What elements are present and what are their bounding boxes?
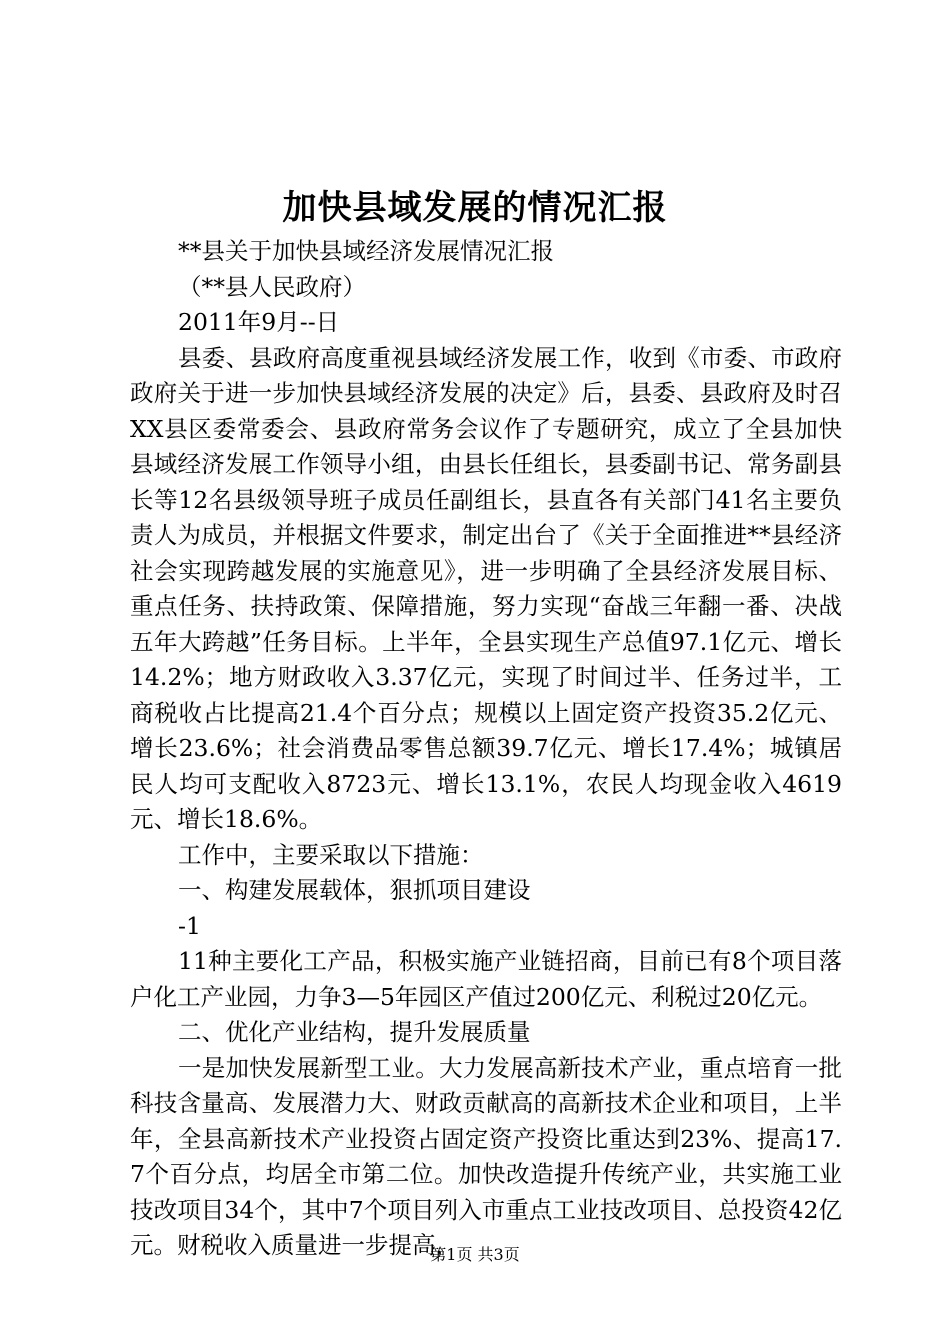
paragraph: 工作中，主要采取以下措施： xyxy=(178,840,484,869)
paragraph: 县委、县政府高度重视县域经济发展工作，收到《市委、市政府政府关于进一步加快县域经济发展的决定》后，县委、县政府及时召XX县区委常委会、县政府常务会议作了专题研究，成立了全县加快县域经济发展工作领导小组，由县长任组长，县委副书记、常务副县长等12名县级领导班子成员任副组长，县直各有关部门41名主要负责人为成员，并根据文件要求，制定出台了《关于全面推进**县经济社会实现跨越发展的实施意见》，进一步明确了全县经济发展目标、重点任务、扶持政策、保障措施，努力实现“奋战三年翻一番、决战五年大跨越”任务目标。上半年，全县实现生产总值97.1亿元、增长14.2%；地方财政收入3.37亿元，实现了时间过半、任务过半，工商税收占比提高21.4个百分点；规模以上固定资产投资35.2亿元、增长23.6%；社会消费品零售总额39.7亿元、增长17.4%；城镇居民人均可支配收入8723元、增长13.1%，农民人均现金收入4619元、增长18.6%。 xyxy=(130,343,842,833)
paragraph: 11种主要化工产品，积极实施产业链招商，目前已有8个项目落户化工产业园，力争3—5年园区产值过200亿元、利税过20亿元。 xyxy=(130,947,842,1011)
page-marker: -1 xyxy=(178,911,201,940)
page-footer: 第1页 共3页 xyxy=(430,1245,520,1264)
section-heading: 二、优化产业结构，提升发展质量 xyxy=(178,1018,531,1046)
paragraph: 一是加快发展新型工业。大力发展高新技术产业，重点培育一批科技含量高、发展潜力大、财政贡献高的高新技术企业和项目，上半年，全县高新技术产业投资占固定资产投资比重达到23%、提高17.7个百分点，均居全市第二位。加快改造提升传统产业，共实施工业技改项目34个，其中7个项目列入市重点工业技改项目、总投资42亿元。财税收入质量进一步提高， xyxy=(130,1053,842,1259)
document-author: （**县人民政府） xyxy=(178,272,366,301)
document-date: 2011年9月--日 xyxy=(178,308,340,336)
document-body xyxy=(130,234,842,1264)
section-heading: 一、构建发展载体，狠抓项目建设 xyxy=(178,876,531,904)
document-subtitle: **县关于加快县域经济发展情况汇报 xyxy=(178,237,554,265)
document-title: 加快县域发展的情况汇报 xyxy=(282,188,668,228)
